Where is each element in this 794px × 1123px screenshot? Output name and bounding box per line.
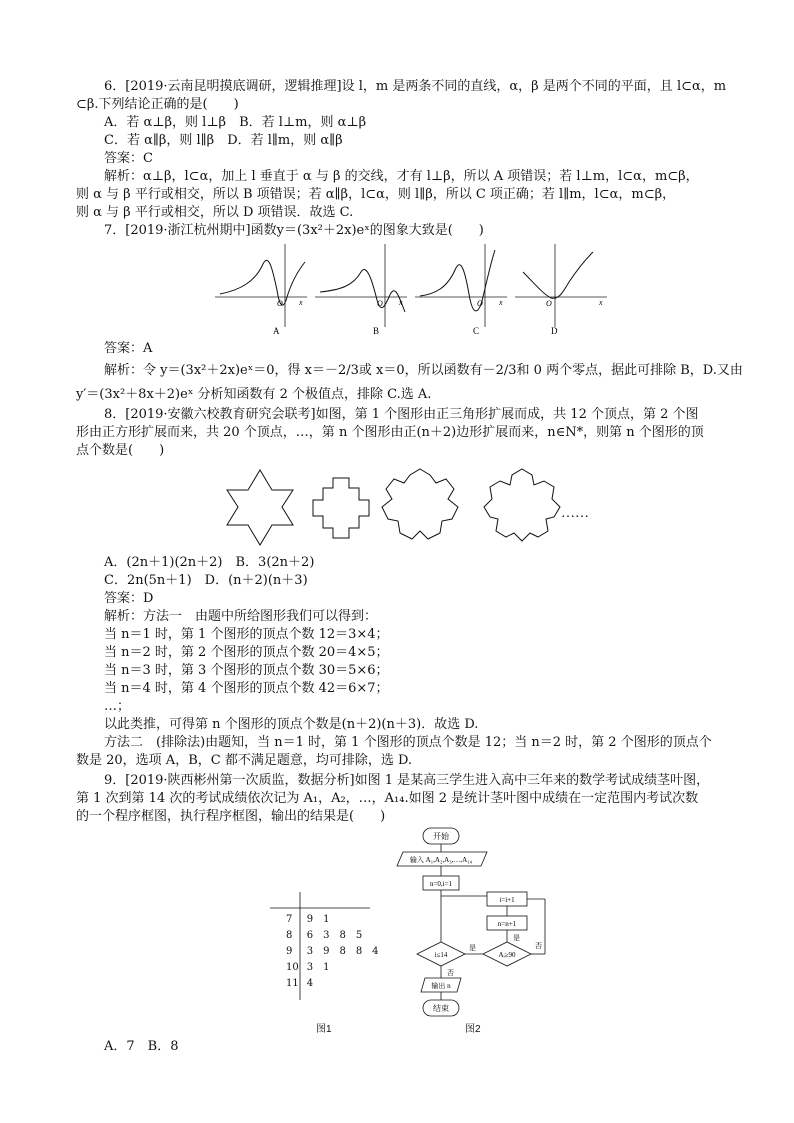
- leaf-values: 9 1: [306, 914, 330, 925]
- q8-option-cd: C．2n(5n＋1) D．(n＋2)(n＋3): [104, 573, 308, 588]
- hexagram-shape: [227, 470, 293, 545]
- flow-increment-n: n=n+1: [497, 920, 517, 928]
- flow-start: 开始: [433, 832, 449, 841]
- q9-stem-line2: 第 1 次到第 14 次的考试成绩依次记为 A₁，A₂，…，A₁₄.如图 2 是统计茎叶图中成绩在一定范围内考试次数: [76, 791, 699, 806]
- q7-stem: 7．[2019·浙江杭州期中]函数y＝(3x²＋2x)eˣ的图象大致是( ): [104, 223, 484, 238]
- square-expansion-shape: [313, 478, 369, 538]
- hexagon-expansion-shape: [484, 469, 560, 541]
- q8-explanation-line5: 当 n＝4 时，第 4 个图形的顶点个数 42＝6×7；: [104, 681, 389, 696]
- q6-option-cd: C．若 α∥β，则 l∥β D．若 l∥m，则 α∥β: [104, 133, 343, 148]
- stem-leaf-row: [282, 960, 383, 976]
- graph-a-letter: A: [273, 326, 280, 336]
- graph-c: [415, 244, 507, 336]
- graph-a-axis: x: [299, 298, 303, 307]
- q7-explanation-line1: 解析：令 y＝(3x²＋2x)eˣ＝0，得 x＝－2/3或 x＝0，所以函数有－2/3和 0 两个零点，据此可排除 B，D.又由: [104, 363, 743, 378]
- flow-init: n=0,i=1: [429, 880, 453, 888]
- stem-value: 9: [286, 946, 293, 957]
- stem-value: 7: [286, 914, 293, 925]
- stem-value: 10: [286, 962, 299, 973]
- q6-option-ab: A．若 α⊥β，则 l⊥β B．若 l⊥m，则 α⊥β: [104, 115, 367, 130]
- q8-figure-sequence: [225, 465, 589, 550]
- stem-leaf-table: [282, 912, 383, 992]
- flow-no-label-1: 否: [447, 969, 454, 977]
- q8-explanation-line2: 当 n＝1 时，第 1 个图形的顶点个数 12＝3×4；: [104, 627, 389, 642]
- q8-stem-line2: 形由正方形扩展而来，共 20 个顶点，…，第 n 个图形由正(n＋2)边形扩展而来，n∈N*，则第 n 个图形的顶: [76, 425, 704, 440]
- q8-stem-line3: 点个数是( ): [76, 443, 165, 458]
- leaf-values: 6 3 8 5: [306, 930, 363, 941]
- q8-explanation-line4: 当 n＝3 时，第 3 个图形的顶点个数 30＝5×6；: [104, 663, 389, 678]
- q6-explanation-line1: 解析：α⊥β，l⊂α，加上 l 垂直于 α 与 β 的交线，才有 l⊥β，所以 A 项错误；若 l⊥m，l⊂α，m⊂β，: [104, 169, 699, 184]
- q9-stem-line1: 9．[2019·陕西彬州第一次质监，数据分析]如图 1 是某高三学生进入高中三年来的数学考试成绩茎叶图，: [104, 773, 710, 788]
- q7-graph-options: [215, 242, 610, 337]
- q7-answer: 答案：A: [104, 341, 153, 356]
- flowchart: [395, 826, 565, 1021]
- graph-c-axis: x: [499, 298, 503, 307]
- graph-c-origin: O: [477, 299, 483, 308]
- q6-answer: 答案：C: [104, 151, 153, 166]
- stem-value: 8: [286, 930, 293, 941]
- q8-explanation-line3: 当 n＝2 时，第 2 个图形的顶点个数 20＝4×5；: [104, 645, 389, 660]
- leaf-values: 3 1: [306, 962, 330, 973]
- q6-explanation-line3: 则 α 与 β 平行或相交，所以 D 项错误．故选 C.: [76, 205, 354, 220]
- flow-yes-label-2: 是: [513, 934, 520, 942]
- q9-options: A．7 B．8: [104, 1039, 179, 1054]
- q8-option-ab: A．(2n＋1)(2n＋2) B．3(2n＋2): [104, 555, 315, 570]
- q8-explanation-line1: 解析：方法一 由题中所给图形我们可以得到：: [104, 609, 378, 624]
- q8-answer: 答案：D: [104, 591, 154, 606]
- graph-b-letter: B: [373, 326, 380, 336]
- figure-1-caption: 图1: [316, 1024, 332, 1035]
- figure-2-caption: 图2: [465, 1024, 481, 1035]
- graph-a: [215, 244, 307, 336]
- q6-explanation-line2: 则 α 与 β 平行或相交，所以 B 项错误；若 α∥β，l⊂α，则 l∥β，所以 C 项正确；若 l∥m，l⊂α，m⊂β，: [76, 187, 676, 202]
- stem-leaf-row: [282, 976, 383, 992]
- graph-a-origin: O: [277, 299, 283, 308]
- leaf-values: 3 9 8 8 4: [306, 946, 379, 957]
- flow-condition-i: i≤14: [434, 951, 448, 959]
- stem-value: 11: [286, 978, 299, 989]
- flow-increment-i: i=i+1: [499, 896, 515, 904]
- flow-condition-a: Aᵢ≥90: [498, 951, 516, 959]
- flow-input: 输入 A₁,A₂,A₃,…,A₁₄: [409, 856, 473, 864]
- flow-yes-label-1: 是: [469, 944, 476, 952]
- graph-d-axis: x: [599, 298, 603, 307]
- q8-explanation-line7: 以此类推，可得第 n 个图形的顶点个数是(n＋2)(n＋3)．故选 D.: [104, 717, 479, 732]
- q7-explanation-line2: y′＝(3x²＋8x＋2)eˣ 分析知函数有 2 个极值点，排除 C.选 A.: [76, 387, 432, 402]
- sequence-ellipsis: ……: [561, 506, 589, 521]
- flow-no-label-2: 否: [535, 942, 542, 950]
- flow-end: 结束: [433, 1004, 449, 1013]
- pentagon-expansion-shape: [382, 469, 458, 539]
- graph-c-letter: C: [473, 326, 480, 336]
- leaf-values: 4: [306, 978, 314, 989]
- q6-stem-line1: 6．[2019·云南昆明摸底调研，逻辑推理]设 l，m 是两条不同的直线，α，β 是两个不同的平面，且 l⊂α，m: [104, 79, 727, 94]
- graph-b-origin: O: [377, 299, 383, 308]
- flow-output: 输出 n: [431, 982, 451, 990]
- q6-stem-line2: ⊂β.下列结论正确的是( ): [76, 97, 239, 112]
- stem-leaf-row: [282, 944, 383, 960]
- q9-stem-line3: 的一个程序框图，执行程序框图，输出的结果是( ): [76, 809, 386, 824]
- q8-explanation-line8: 方法二 (排除法)由题知，当 n＝1 时，第 1 个图形的顶点个数是 12；当 n＝2 时，第 2 个图形的顶点个: [104, 735, 712, 750]
- graph-b-axis: x: [399, 298, 403, 307]
- q8-stem-line1: 8．[2019·安徽六校教育研究会联考]如图，第 1 个图形由正三角形扩展而成，共 12 个顶点，第 2 个图: [104, 407, 699, 422]
- stem-leaf-row: [282, 928, 383, 944]
- graph-d-origin: O: [546, 299, 552, 308]
- graph-b: [315, 244, 407, 336]
- graph-d: [515, 244, 607, 336]
- stem-leaf-row: [282, 912, 383, 928]
- graph-d-letter: D: [551, 326, 558, 336]
- q8-explanation-line6: …；: [104, 699, 131, 714]
- q8-explanation-line9: 数是 20，选项 A，B，C 都不满足题意，均可排除，选 D.: [76, 753, 413, 768]
